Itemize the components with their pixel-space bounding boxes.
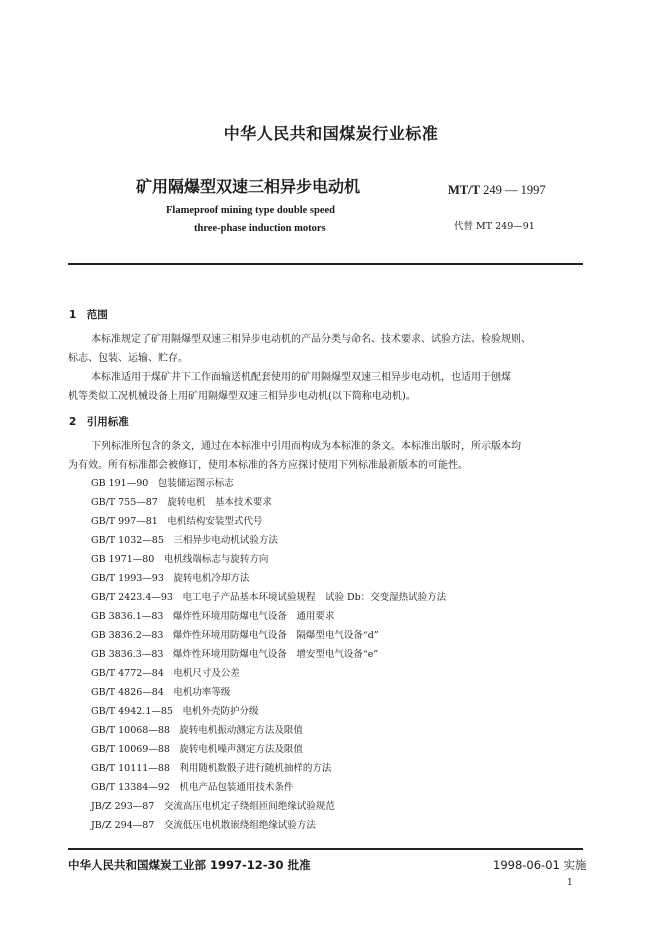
reference-item: GB/T 13384—92 机电产品包装通用技术条件	[91, 782, 294, 793]
standard-title-en-line2: three-phase induction motors	[194, 223, 326, 234]
reference-item: GB/T 10068—88 旋转电机振动测定方法及限值	[91, 725, 303, 736]
reference-item: GB/T 4772—84 电机尺寸及公差	[91, 668, 240, 679]
header-divider	[68, 263, 583, 265]
reference-item: GB/T 4942.1—85 电机外壳防护分级	[91, 706, 259, 717]
section-2-intro-line-1: 下列标准所包含的条文，通过在本标准中引用而构成为本标准的条文。本标准出版时，所示版本均	[91, 441, 521, 452]
section-1-heading: 1 范围	[69, 309, 108, 321]
footer-divider	[68, 848, 583, 850]
standard-number-code: 249 — 1997	[483, 183, 546, 197]
approval-date: 中华人民共和国煤炭工业部 1997-12-30 批准	[68, 858, 311, 872]
replaces-note: 代替 MT 249—91	[454, 221, 535, 232]
standard-title-cn: 矿用隔爆型双速三相异步电动机	[136, 177, 361, 196]
reference-item: GB 3836.1—83 爆炸性环境用防爆电气设备 通用要求	[91, 611, 335, 622]
reference-item: GB 3836.2—83 爆炸性环境用防爆电气设备 隔爆型电气设备“d”	[91, 630, 379, 641]
reference-item: GB/T 755—87 旋转电机 基本技术要求	[91, 497, 272, 508]
industry-standard-title: 中华人民共和国煤炭行业标准	[223, 124, 439, 143]
standard-number	[448, 183, 546, 198]
standard-number-prefix: MT/T	[448, 183, 480, 197]
standard-title-en-line1: Flameproof mining type double speed	[166, 205, 335, 216]
section-1-paragraph-2-line-2: 机等类似工况机械设备上用矿用隔爆型双速三相异步电动机(以下简称电动机)。	[68, 391, 416, 402]
implementation-date: 1998-06-01 实施	[493, 858, 587, 872]
page-number: 1	[567, 878, 573, 888]
section-2-intro-line-2: 为有效。所有标准都会被修订，使用本标准的各方应探讨使用下列标准最新版本的可能性。	[68, 460, 468, 471]
section-1-paragraph-2-line-1: 本标准适用于煤矿井下工作面输送机配套使用的矿用隔爆型双速三相异步电动机，也适用于刨煤	[91, 372, 511, 383]
reference-item: GB 191—90 包装储运图示标志	[91, 478, 234, 489]
section-1-paragraph-1-line-1: 本标准规定了矿用隔爆型双速三相异步电动机的产品分类与命名、技术要求、试验方法、检验规则、	[91, 334, 531, 345]
section-2-heading: 2 引用标准	[69, 416, 129, 428]
section-1-paragraph-1-line-2: 标志、包装、运输、贮存。	[68, 353, 188, 364]
reference-item: GB/T 1032—85 三相异步电动机试验方法	[91, 535, 278, 546]
reference-item: JB/Z 293—87 交流高压电机定子绕组匝间绝缘试验规范	[91, 801, 335, 812]
reference-item: GB/T 4826—84 电机功率等级	[91, 687, 231, 698]
reference-item: GB 1971—80 电机线端标志与旋转方向	[91, 554, 269, 565]
reference-item: GB/T 10069—88 旋转电机噪声测定方法及限值	[91, 744, 303, 755]
reference-item: GB/T 2423.4—93 电工电子产品基本环境试验规程 试验 Db：交变湿热试验方法	[91, 592, 447, 603]
reference-item: GB/T 10111—88 利用随机数骰子进行随机抽样的方法	[91, 763, 332, 774]
reference-item: GB/T 997—81 电机结构安装型式代号	[91, 516, 263, 527]
reference-item: GB 3836.3—83 爆炸性环境用防爆电气设备 增安型电气设备“e”	[91, 649, 379, 660]
reference-item: GB/T 1993—93 旋转电机冷却方法	[91, 573, 250, 584]
reference-item: JB/Z 294—87 交流低压电机散嵌绕组绝缘试验方法	[91, 820, 316, 831]
